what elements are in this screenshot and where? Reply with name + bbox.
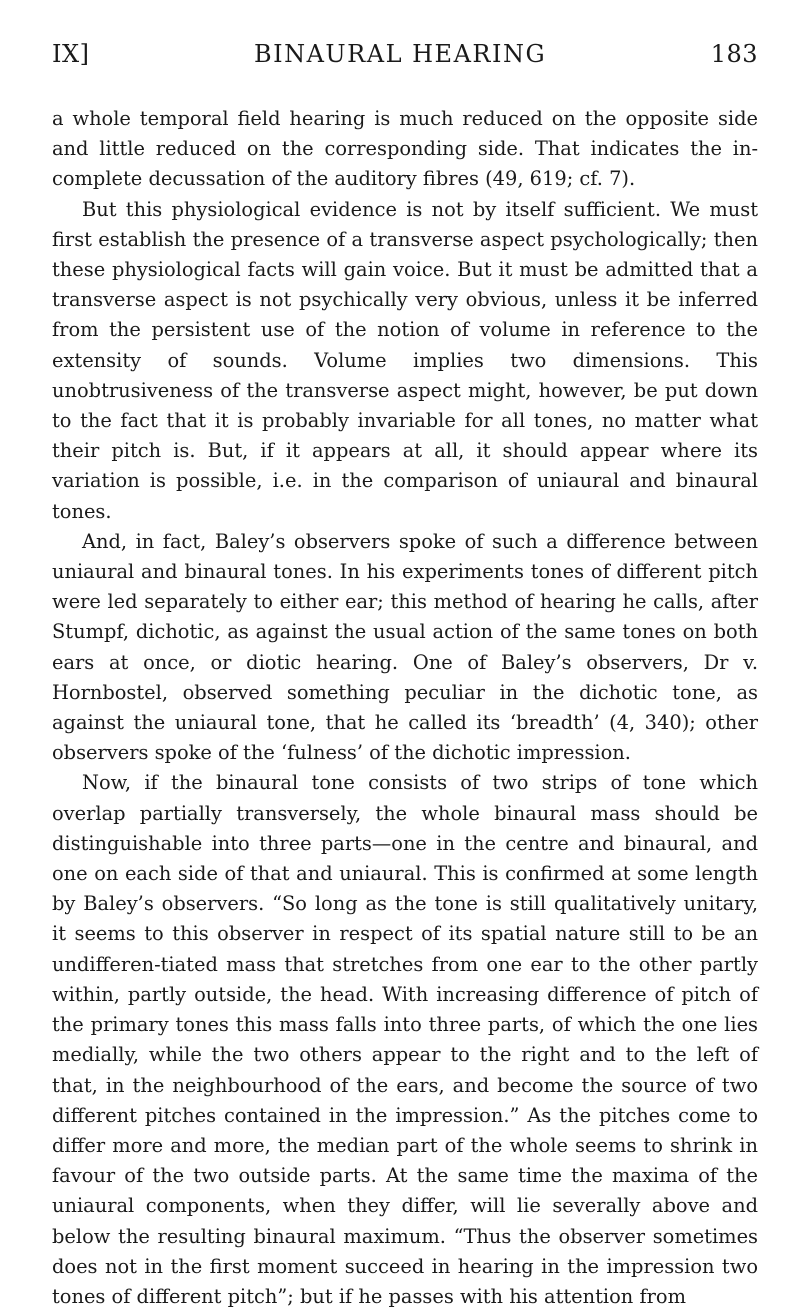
chapter-number: IX]	[52, 40, 90, 68]
body-text	[52, 104, 758, 1312]
running-title: BINAURAL HEARING	[253, 40, 547, 68]
paragraph: a whole temporal field hearing is much reduced on the opposite side and little reduced on the corresponding side. That indicates the in-complete decussation of the auditory fibres (49, 619; cf. 7).	[52, 107, 758, 191]
book-page	[52, 40, 758, 1312]
paragraph: And, in fact, Baley’s observers spoke of such a difference between uniaural and binaural tones. In his experiments tones of different pitch were led separately to either ear; this method of hearing he calls, after Stumpf, dichotic, as against the usual action of the same tones on both ears at once, or diotic hearing. One of Baley’s observers, Dr v. Hornbostel, observed something peculiar in the dichotic tone, as against the uniaural tone, that he called its ‘breadth’ (4, 340); other observers spoke of the ‘fulness’ of the dichotic impression.	[52, 529, 758, 765]
paragraph: But this physiological evidence is not by itself sufficient. We must first establish the presence of a transverse aspect psychologically; then these physiological facts will gain voice. But it must be admitted that a transverse aspect is not psychically very obvious, unless it be inferred from the persistent use of the notion of volume in reference to the extensity of sounds. Volume implies two dimensions. This unobtrusiveness of the transverse aspect might, however, be put down to the fact that it is probably invariable for all tones, no matter what their pitch is. But, if it appears at all, it should appear where its variation is possible, i.e. in the comparison of uniaural and binaural tones.	[52, 197, 758, 523]
paragraph: Now, if the binaural tone consists of two strips of tone which overlap partially transversely, the whole binaural mass should be distinguishable into three parts—one in the centre and binaural, and one on each side of that and uniaural. This is confirmed at some length by Baley’s observers. “So long as the tone is still qualitatively unitary, it seems to this observer in respect of its spatial nature still to be an undifferen-tiated mass that stretches from one ear to the other partly within, partly outside, the head. With increasing difference of pitch of the primary tones this mass falls into three parts, of which the one lies medially, while the two others appear to the right and to the left of that, in the neighbourhood of the ears, and become the source of two different pitches contained in the impression.” As the pitches come to differ more and more, the median part of the whole seems to shrink in favour of the two outside parts. At the same time the maxima of the uniaural components, when they differ, will lie severally above and below the resulting binaural maximum. “Thus the observer sometimes does not in the first moment succeed in hearing in the impression two tones of different pitch”; but if he passes with his attention from	[52, 771, 758, 1308]
running-head	[52, 40, 758, 74]
page-number: 183	[710, 40, 758, 68]
